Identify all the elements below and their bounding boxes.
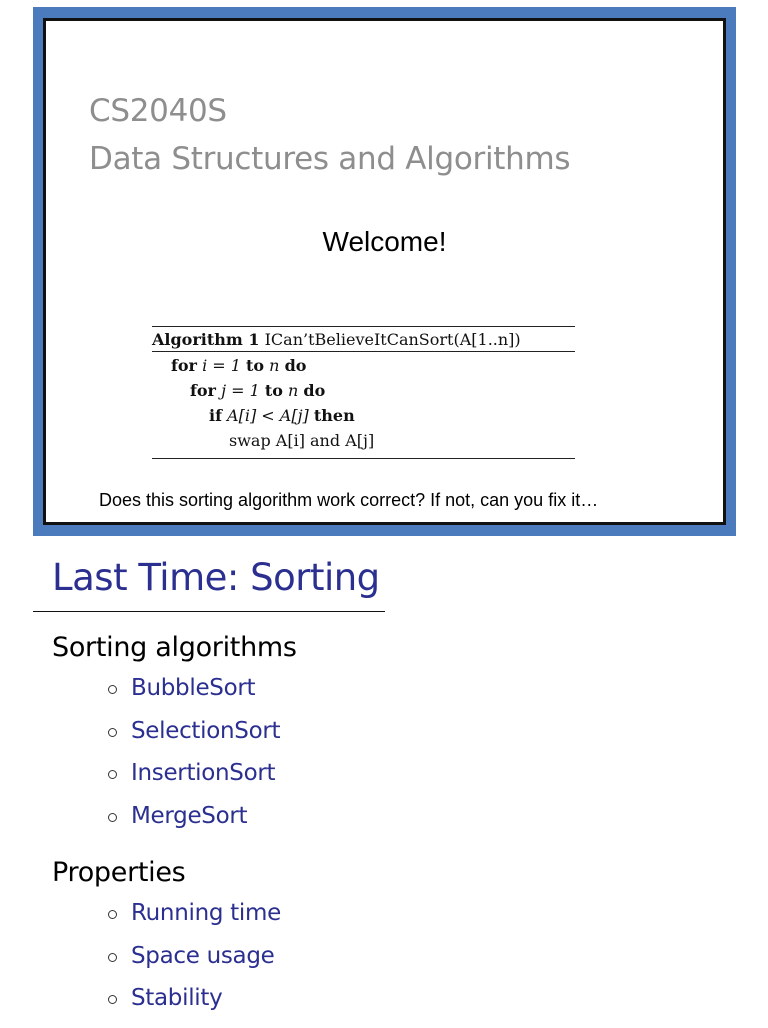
keyword: if xyxy=(209,406,222,425)
list-item xyxy=(108,675,280,718)
list-item-label: Stability xyxy=(131,985,223,1011)
expression: n xyxy=(282,381,304,400)
list-item-label: SelectionSort xyxy=(131,717,281,744)
list-item xyxy=(108,900,281,943)
title-underline xyxy=(33,611,385,612)
slide-1-content xyxy=(46,21,723,522)
algorithm-line-2 xyxy=(152,378,575,403)
circle-bullet-icon xyxy=(108,813,117,822)
list-item xyxy=(108,985,281,1028)
circle-bullet-icon xyxy=(108,953,117,962)
algorithm-line-3 xyxy=(152,403,575,428)
algorithm-label: Algorithm 1 xyxy=(152,330,260,349)
expression: A[i] < A[j] xyxy=(221,406,314,425)
algorithm-name: ICan’tBelieveItCanSort xyxy=(264,330,454,349)
algorithm-line-1 xyxy=(152,353,575,378)
keyword: for xyxy=(190,381,216,400)
keyword: to xyxy=(264,381,283,400)
slide-2-title: Last Time: Sorting xyxy=(52,556,380,599)
circle-bullet-icon xyxy=(108,770,117,779)
expression: j = 1 xyxy=(215,381,265,400)
question-text: Does this sorting algorithm work correct? If not, can you fix it… xyxy=(99,490,599,510)
keyword: for xyxy=(171,356,197,375)
list-item-label: Running time xyxy=(131,900,281,926)
sorting-algorithms-list xyxy=(108,675,280,845)
keyword: then xyxy=(313,406,355,425)
algorithm-bottom-rule xyxy=(152,458,575,459)
list-item xyxy=(108,760,280,803)
slide-1 xyxy=(33,7,736,536)
circle-bullet-icon xyxy=(108,728,117,737)
slide-1-border xyxy=(43,18,726,525)
list-item-label: Space usage xyxy=(131,942,275,969)
expression: n xyxy=(264,356,285,375)
keyword: do xyxy=(284,356,307,375)
circle-bullet-icon xyxy=(108,995,117,1004)
algorithm-body xyxy=(152,352,575,458)
list-item-label: BubbleSort xyxy=(131,675,256,701)
welcome-text: Welcome! xyxy=(322,226,447,257)
list-item-label: InsertionSort xyxy=(131,760,276,786)
course-code: CS2040S xyxy=(89,93,227,129)
keyword: do xyxy=(303,381,326,400)
list-item xyxy=(108,803,280,846)
list-item-label: MergeSort xyxy=(131,802,248,829)
algorithm-header xyxy=(152,327,575,351)
algorithm-args: (A[1..n]) xyxy=(453,330,521,349)
circle-bullet-icon xyxy=(108,910,117,919)
section-heading-properties: Properties xyxy=(52,857,186,888)
properties-list xyxy=(108,900,281,1028)
algorithm-box xyxy=(152,326,575,459)
algorithm-line-4 xyxy=(152,428,575,453)
expression: i = 1 xyxy=(196,356,247,375)
list-item xyxy=(108,718,280,761)
circle-bullet-icon xyxy=(108,685,117,694)
course-name: Data Structures and Algorithms xyxy=(89,141,571,177)
section-heading-sorting-algorithms: Sorting algorithms xyxy=(52,632,297,663)
list-item xyxy=(108,943,281,986)
expression: swap A[i] and A[j] xyxy=(229,431,375,450)
keyword: to xyxy=(246,356,265,375)
